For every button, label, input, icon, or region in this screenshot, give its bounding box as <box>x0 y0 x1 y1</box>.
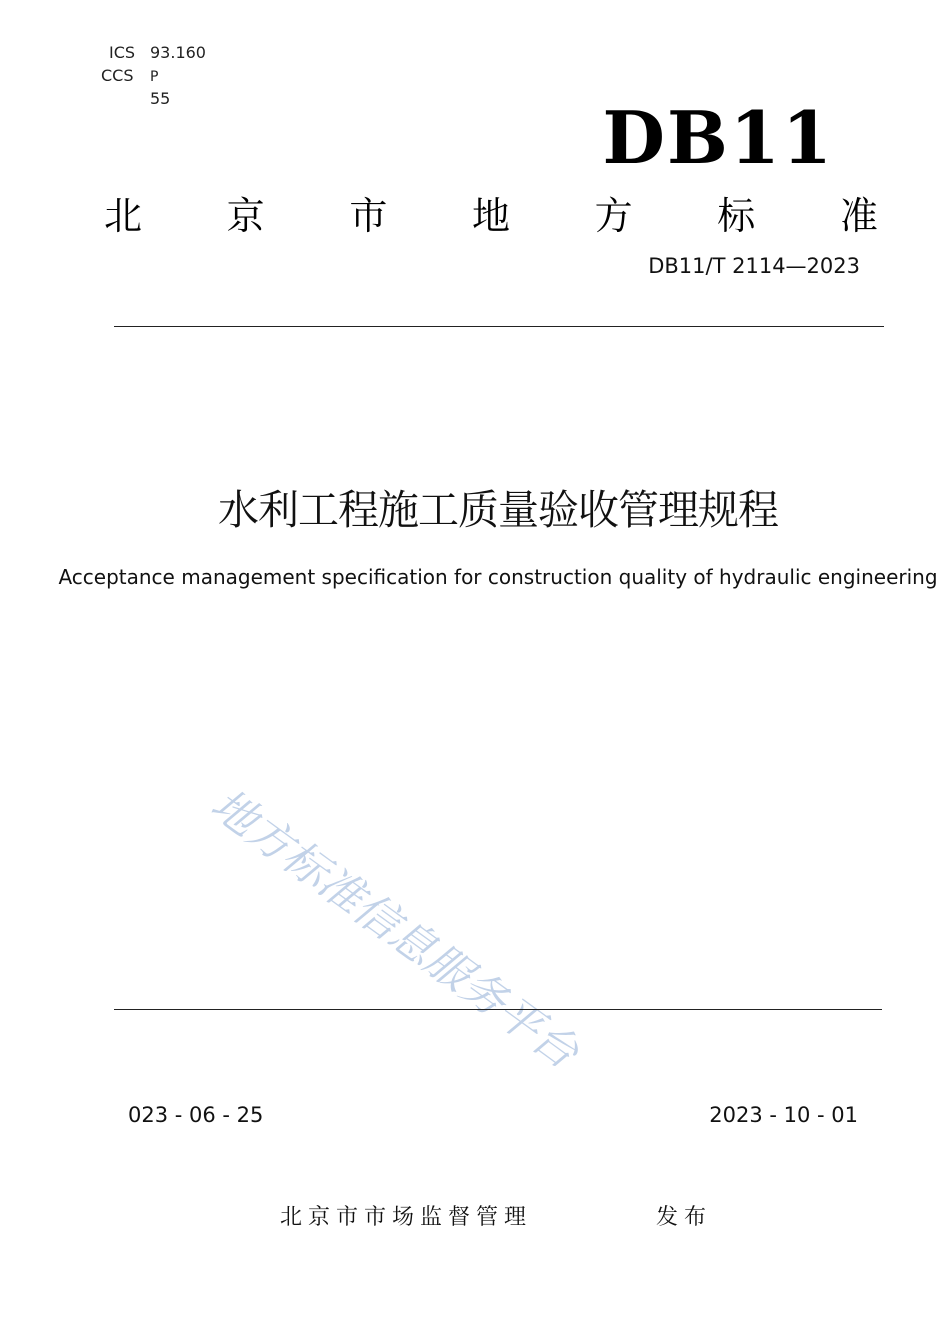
category-char: 准 <box>839 194 878 238</box>
publish-word: 发布 <box>656 1205 713 1230</box>
standard-category <box>104 190 878 242</box>
category-char: 京 <box>226 194 265 238</box>
ics-value: 93.160 <box>150 43 206 62</box>
category-char: 北 <box>104 194 143 238</box>
implementation-date: 2023 - 10 - 01 <box>709 1103 858 1127</box>
bottom-divider <box>114 1009 882 1010</box>
ccs-label: CCS <box>101 66 134 85</box>
issue-date: 023 - 06 - 25 <box>128 1103 264 1127</box>
top-divider <box>114 326 884 327</box>
category-char: 地 <box>471 194 510 238</box>
document-title-english: Acceptance management specification for construction quality of hydraulic engineering <box>58 565 938 589</box>
standard-number: DB11/T 2114—2023 <box>648 254 860 278</box>
ics-label: ICS <box>109 43 136 62</box>
category-char: 方 <box>594 194 633 238</box>
ccs-value: P <box>150 69 159 85</box>
db11-logo: DB11 <box>602 95 834 180</box>
document-title-chinese: 水利工程施工质量验收管理规程 <box>218 486 778 534</box>
category-char: 市 <box>349 194 388 238</box>
ccs-value-secondary: 55 <box>150 89 171 108</box>
category-char: 标 <box>717 194 756 238</box>
watermark: 地方标准信息服务平台 <box>201 778 588 1079</box>
publisher: 北京市市场监督管理 <box>280 1205 533 1230</box>
